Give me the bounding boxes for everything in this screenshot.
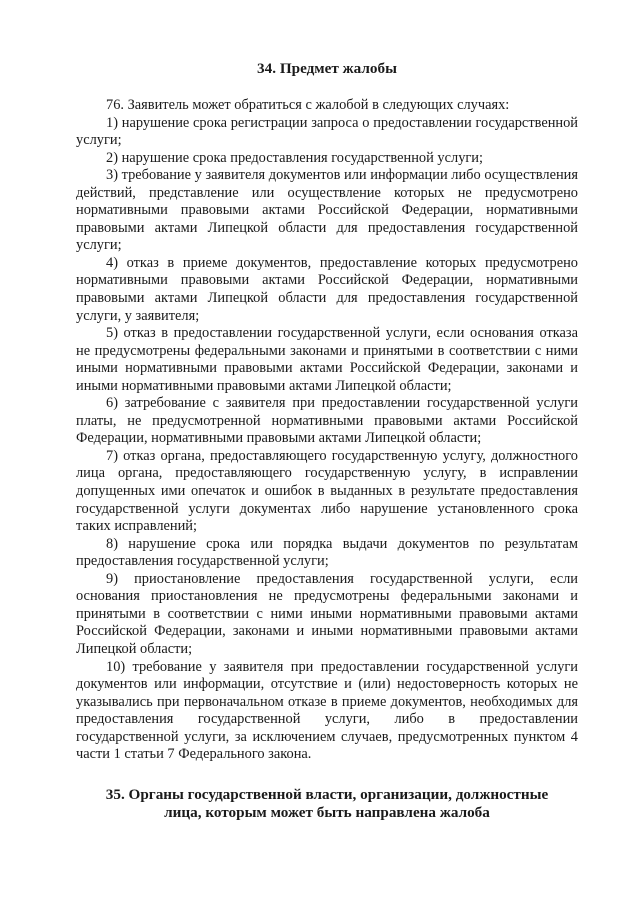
document-page xyxy=(76,60,578,822)
list-item-1: 1) нарушение срока регистрации запроса о предоставлении государственной услуги; xyxy=(76,114,578,149)
list-item-5: 5) отказ в предоставлении государственной услуги, если основания отказа не предусмотрены федеральными законами и принятыми в соответствии с ними иными нормативными правовыми актами Российской Федерации, законами и иными нормативными правовыми актами Липецкой области; xyxy=(76,325,578,394)
list-item-7: 7) отказ органа, предоставляющего государственную услугу, должностного лица органа, предоставляющего государственную услугу, в исправлении допущенных ими опечаток и ошибок в выданных в результате предоставления государственной услуги документах либо нарушение установленного срока таких исправлений; xyxy=(76,447,578,535)
list-item-10: 10) требование у заявителя при предоставлении государственной услуги документов или информации, отсутствие и (или) недостоверность которых не указывались при первоначальном отказе в приеме документов, необходимых для предоставления государственной услуги, либо в предоставлении государственной услуги, за исключением случаев, предусмотренных пунктом 4 части 1 статьи 7 Федерального закона. xyxy=(76,658,578,763)
list-item-3: 3) требование у заявителя документов или информации либо осуществления действий, представление или осуществление которых не предусмотрено нормативными правовыми актами Российской Федерации, нормативными правовыми актами Липецкой области для предоставления государственной услуги; xyxy=(76,167,578,254)
list-item-9: 9) приостановление предоставления государственной услуги, если основания приостановления не предусмотрены федеральными законами и принятыми в соответствии с ними иными нормативными правовыми актами Российской Федерации, законами и иными нормативными правовыми актами Липецкой области; xyxy=(76,570,578,657)
list-item-2: 2) нарушение срока предоставления государственной услуги; xyxy=(106,149,483,166)
list-item-6: 6) затребование с заявителя при предоставлении государственной услуги платы, не предусмотренной нормативными правовыми актами Российской Федерации, нормативными правовыми актами Липецкой области; xyxy=(76,395,578,447)
section-34-heading: 34. Предмет жалобы xyxy=(257,60,397,77)
paragraph-76-intro: 76. Заявитель может обратиться с жалобой в следующих случаях: xyxy=(106,97,510,113)
section-35-heading-line-1: 35. Органы государственной власти, организации, должностные xyxy=(105,785,549,803)
list-item-4: 4) отказ в приеме документов, предоставление которых предусмотрено нормативными правовыми актами Российской Федерации, нормативными правовыми актами Липецкой области для предоставления государственной услуги, у заявителя; xyxy=(76,254,578,324)
section-35-heading-line-2: лица, которым может быть направлена жалоба xyxy=(164,803,490,821)
list-item-8: 8) нарушение срока или порядка выдачи документов по результатам предоставления государственной услуги; xyxy=(76,535,578,570)
section-35-heading xyxy=(76,786,578,822)
